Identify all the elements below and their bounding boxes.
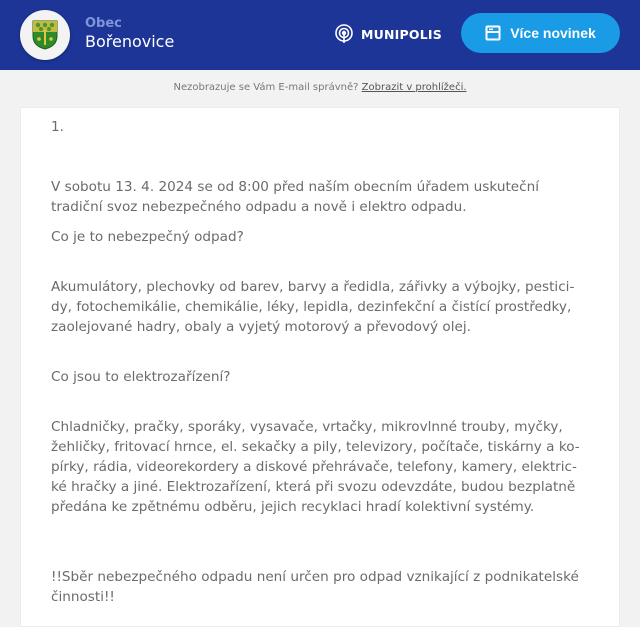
organization <box>85 15 174 52</box>
broadcast-icon <box>334 24 354 44</box>
brand-label: MUNIPOLIS <box>361 26 442 42</box>
coat-of-arms-icon <box>32 20 58 50</box>
org-name: Bořenovice <box>85 32 175 51</box>
paragraph-intro: V sobotu 13. 4. 2024 se od 8:00 před naším obecním úřadem uskuteční tradiční svoz nebezpečného odpadu a nově i elektro odpadu. <box>51 179 540 215</box>
munipolis-brand[interactable] <box>334 24 442 44</box>
view-notice <box>0 82 640 93</box>
paragraph-hazardous-list: Akumulátory, plechovky od barev, barvy a ředidla, zářivky a výbojky, pestici-dy, fotochemikálie, chemikálie, léky, lepidla, dezinfekční a čistící prostředky, zaolejované hadry, obaly a vyjetý motorový a převodový olej. <box>51 279 575 335</box>
more-news-label: Více novinek <box>510 25 596 41</box>
more-news-button[interactable] <box>461 13 620 53</box>
paragraph-electronics-list: Chladničky, pračky, sporáky, vysavače, vrtačky, mikrovlnné trouby, myčky, žehličky, fritovací hrnce, el. sekačky a pily, televizory, počítače, tiskárny a ko-pírky, rádia, videorekordery a diskové přehrávače, telefony, kamery, elektric-ké hračky a jiné. Elektrozařízení, která při svozu odevzdáte, budou bezplatně předána ke zpětnému odběru, jejich recyklaci hradí kolektivní systémy. <box>51 419 580 515</box>
list-number: 1. <box>51 119 64 135</box>
org-label: Obec <box>85 16 122 31</box>
logo[interactable] <box>20 10 70 60</box>
notice-text: Nezobrazuje se Vám E-mail správně? <box>173 82 359 93</box>
view-in-browser-link[interactable]: Zobrazit v prohlížeči. <box>361 82 467 93</box>
heading-electronics: Co jsou to elektrozařízení? <box>51 369 231 385</box>
news-icon <box>485 25 501 41</box>
heading-hazardous-waste: Co je to nebezpečný odpad? <box>51 229 244 245</box>
header <box>0 0 640 70</box>
paragraph-warning: !!Sběr nebezpečného odpadu není určen pro odpad vznikající z podnikatelské činnosti!! <box>51 569 579 605</box>
article-card <box>20 107 620 627</box>
